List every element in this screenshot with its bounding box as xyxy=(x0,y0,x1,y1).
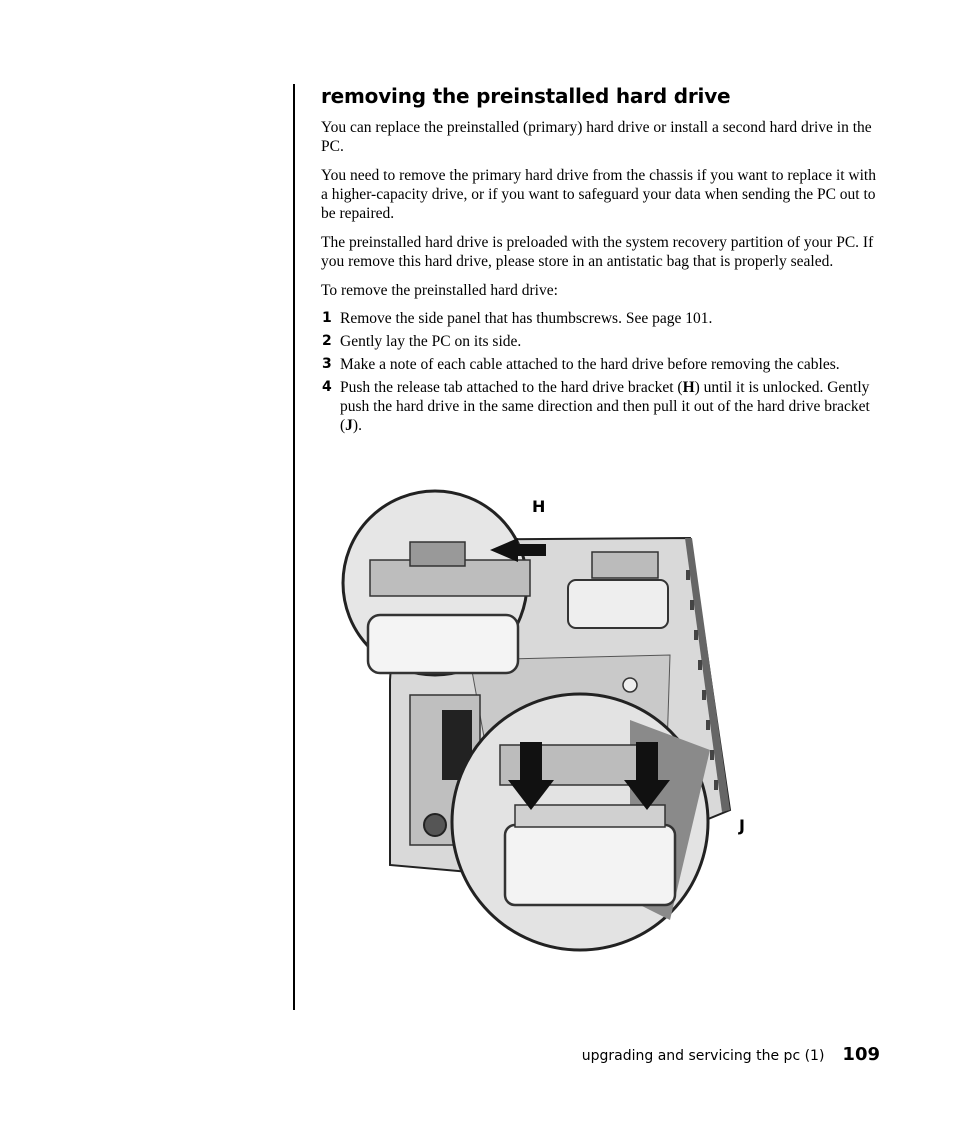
step-text: Push the release tab attached to the hard drive bracket ( xyxy=(340,379,683,396)
section-heading: removing the preinstalled hard drive xyxy=(321,84,731,108)
step-number: 1 xyxy=(322,310,332,326)
step-text: Gently lay the PC on its side. xyxy=(340,333,522,350)
callout-ref-j: J xyxy=(345,417,353,434)
step-item xyxy=(321,309,886,328)
footer-section-title: upgrading and servicing the pc (1) xyxy=(581,1048,825,1064)
chassis-illustration xyxy=(330,480,750,960)
page-footer xyxy=(582,1044,880,1065)
steps-list xyxy=(321,309,886,435)
step-number: 3 xyxy=(322,356,332,372)
step-text: Remove the side panel that has thumbscrews. See page 101. xyxy=(340,310,713,327)
callout-label-h: H xyxy=(532,497,546,516)
step-text: Make a note of each cable attached to the hard drive before removing the cables. xyxy=(340,356,840,373)
step-text: ). xyxy=(352,417,362,434)
margin-rule xyxy=(293,84,295,1010)
paragraph-recovery-partition: The preinstalled hard drive is preloaded with the system recovery partition of your PC. If you remove this hard drive, please store in an antistatic bag that is properly sealed. xyxy=(321,234,874,270)
paragraph-procedure-intro: To remove the preinstalled hard drive: xyxy=(321,282,558,299)
paragraph-intro: You can replace the preinstalled (primary) hard drive or install a second hard drive in the PC. xyxy=(321,119,872,155)
step-text: ) until it is unlocked. Gently push the hard drive in the same direction and then pull it out of the hard drive bracket ( xyxy=(340,379,870,434)
paragraph-remove-reason: You need to remove the primary hard drive from the chassis if you want to replace it with a higher-capacity drive, or if you want to safeguard your data when sending the PC out to be repaired. xyxy=(321,167,876,222)
main-content xyxy=(321,84,886,439)
step-number: 4 xyxy=(322,379,332,395)
step-item xyxy=(321,355,886,374)
callout-ref-h: H xyxy=(682,379,695,396)
step-item xyxy=(321,332,886,351)
page-number: 109 xyxy=(842,1044,880,1065)
step-item xyxy=(321,378,886,435)
step-number: 2 xyxy=(322,333,332,349)
hard-drive-removal-illustration xyxy=(330,480,750,960)
callout-label-j: J xyxy=(739,816,745,835)
